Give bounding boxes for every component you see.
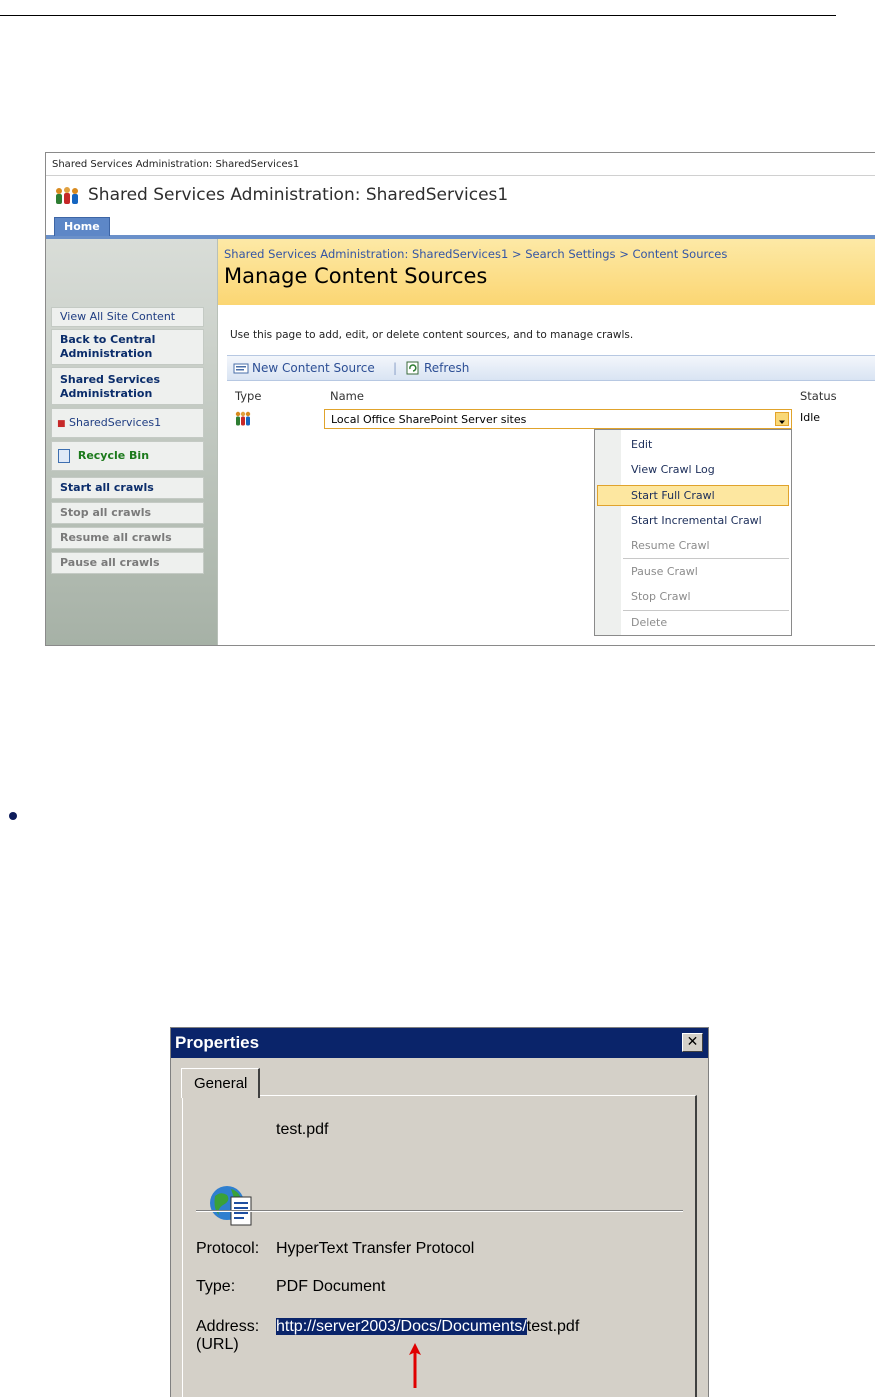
close-button[interactable] (682, 1033, 703, 1052)
shared-services-1-link[interactable] (51, 408, 204, 438)
dialog-title: Properties (175, 1033, 260, 1052)
refresh-icon (406, 361, 419, 375)
resume-all-crawls-link[interactable]: Resume all crawls (51, 527, 204, 549)
protocol-label: Protocol: (196, 1240, 260, 1257)
list-bullet (9, 812, 17, 820)
content-source-name: Local Office SharePoint Server sites (331, 413, 527, 426)
menu-item-edit[interactable]: Edit (631, 438, 653, 451)
header-rule (0, 15, 836, 16)
start-all-crawls-link[interactable]: Start all crawls (51, 477, 204, 499)
menu-item-resume-crawl[interactable]: Resume Crawl (631, 539, 710, 552)
people-icon (54, 186, 80, 206)
file-name: test.pdf (276, 1121, 329, 1138)
breadcrumb: Shared Services Administration: SharedServices1 > Search Settings > Content Sources (224, 247, 728, 261)
tab-home[interactable]: Home (54, 217, 110, 236)
protocol-value: HyperText Transfer Protocol (276, 1240, 475, 1257)
url-label: (URL) (196, 1336, 239, 1353)
top-nav (46, 214, 875, 239)
item-menu-button[interactable] (775, 412, 789, 426)
red-up-arrow (408, 1342, 422, 1388)
dialog-separator (196, 1210, 683, 1212)
menu-item-delete[interactable]: Delete (631, 616, 668, 629)
new-item-icon (233, 362, 249, 374)
toolbar-separator: | (393, 361, 398, 375)
dialog-title-bar (171, 1028, 708, 1058)
address-label: Address: (196, 1318, 260, 1335)
column-header-type: Type (235, 389, 262, 403)
toolbar (227, 355, 875, 381)
type-value: PDF Document (276, 1278, 386, 1295)
menu-separator (623, 558, 789, 559)
recycle-bin-link[interactable] (51, 441, 204, 471)
view-all-site-content-link[interactable]: View All Site Content (51, 307, 204, 327)
site-title: Shared Services Administration: SharedServices1 (88, 185, 509, 205)
chevron-down-icon (776, 416, 788, 428)
menu-item-view-crawl-log[interactable]: View Crawl Log (631, 463, 715, 476)
page-description: Use this page to add, edit, or delete content sources, and to manage crawls. (230, 329, 634, 341)
left-navigation (46, 239, 218, 645)
column-header-status: Status (800, 389, 837, 403)
site-header (46, 176, 875, 214)
address-selected-text: http://server2003/Docs/Documents/ (276, 1318, 527, 1335)
menu-gutter (595, 430, 621, 635)
menu-item-start-incremental-crawl[interactable]: Start Incremental Crawl (631, 514, 762, 527)
shared-services-1-label: SharedServices1 (69, 416, 162, 429)
item-context-menu (594, 429, 792, 636)
content-source-type-icon (234, 411, 252, 427)
page-header (218, 239, 875, 305)
menu-separator (623, 610, 789, 611)
address-filename: test.pdf (526, 1318, 580, 1335)
window-title: Shared Services Administration: SharedServices1 (52, 159, 300, 170)
tab-panel (182, 1095, 697, 1397)
menu-item-pause-crawl[interactable]: Pause Crawl (631, 565, 698, 578)
address-value[interactable] (276, 1318, 579, 1336)
back-to-central-admin-link[interactable]: Back to Central Administration (51, 329, 204, 365)
recycle-bin-label: Recycle Bin (77, 449, 150, 462)
tab-general[interactable] (181, 1068, 260, 1098)
properties-dialog (170, 1027, 709, 1397)
refresh-button[interactable]: Refresh (424, 361, 470, 375)
content-source-item[interactable] (324, 409, 792, 429)
new-content-source-button[interactable]: New Content Source (252, 361, 375, 375)
page-title: Manage Content Sources (224, 264, 488, 288)
sharepoint-screenshot (45, 152, 875, 646)
menu-item-start-full-crawl[interactable]: Start Full Crawl (631, 489, 715, 502)
shared-services-admin-link[interactable]: Shared Services Administration (51, 367, 204, 405)
recycle-bin-icon (58, 449, 70, 463)
content-source-status: Idle (800, 411, 821, 424)
type-label: Type: (196, 1278, 236, 1295)
browser-title-bar (46, 153, 875, 176)
internet-document-icon (207, 1181, 255, 1231)
pause-all-crawls-link[interactable]: Pause all crawls (51, 552, 204, 574)
tab-general-label: General (194, 1075, 248, 1092)
close-icon: ✕ (686, 1034, 699, 1050)
menu-item-stop-crawl[interactable]: Stop Crawl (631, 590, 691, 603)
column-header-name: Name (330, 389, 364, 403)
stop-all-crawls-link[interactable]: Stop all crawls (51, 502, 204, 524)
bullet-icon: ■ (57, 419, 66, 429)
